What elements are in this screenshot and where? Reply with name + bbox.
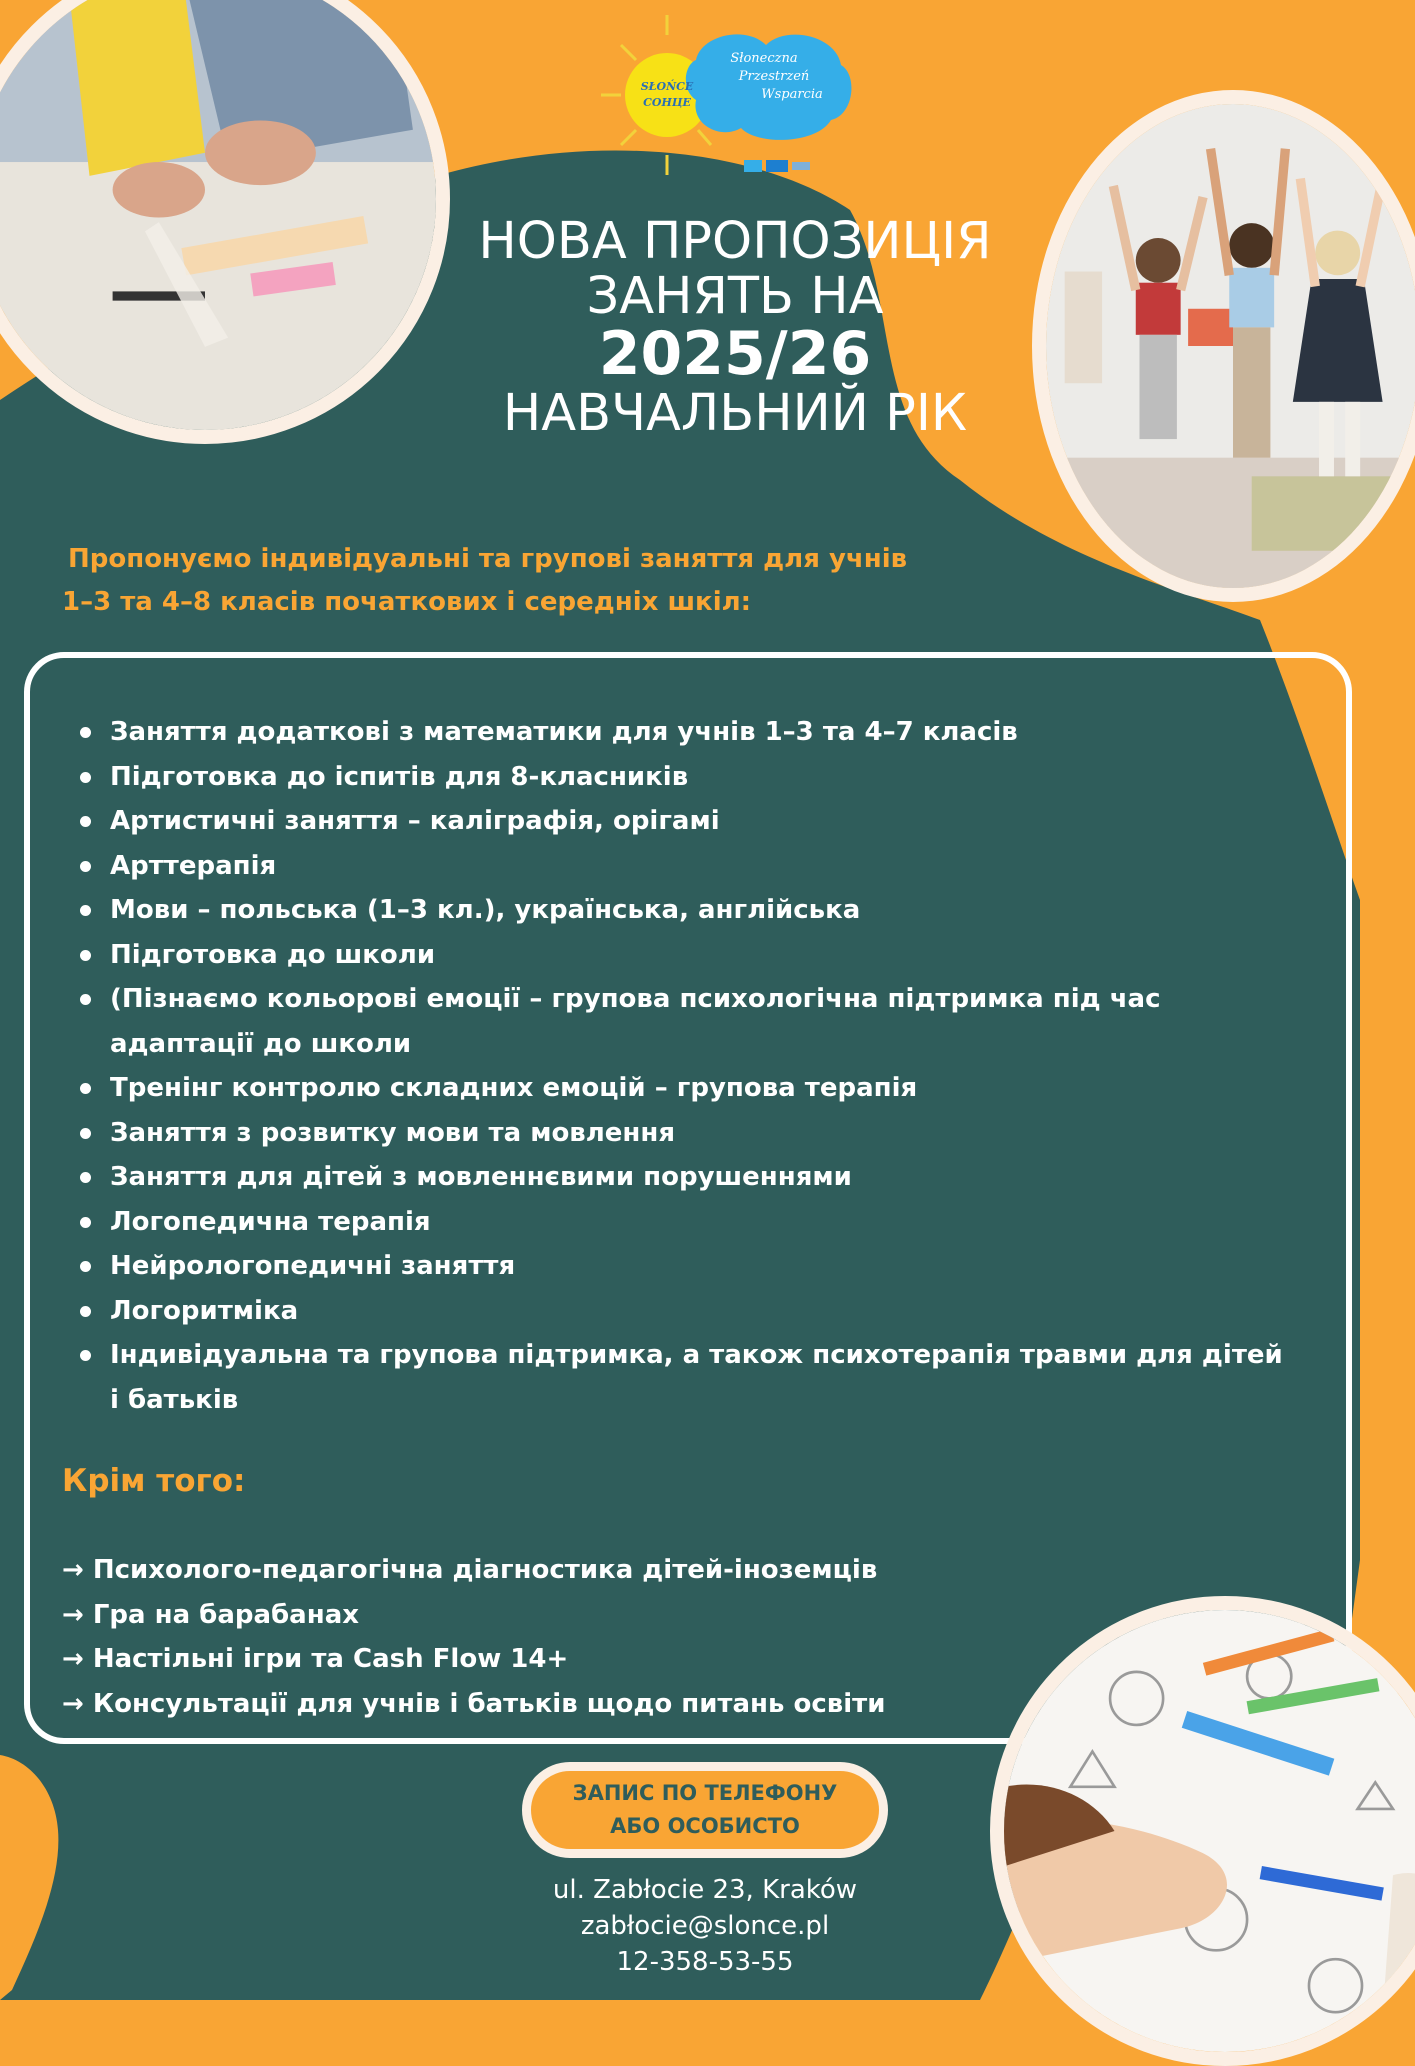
- contact-phone[interactable]: 12-358-53-55: [616, 1947, 794, 1977]
- signup-line-2: АБО ОСОБИСТО: [610, 1814, 800, 1838]
- service-item: Заняття додаткові з математики для учнів 1–3 та 4–7 класів: [72, 710, 1292, 755]
- extra-item: → Гра на барабанах: [62, 1599, 360, 1630]
- intro-line-2: 1–3 та 4–8 класів початкових і середніх шкіл:: [62, 587, 752, 617]
- svg-text:Słoneczna: Słoneczna: [730, 51, 798, 66]
- headline: [430, 212, 1040, 443]
- contact-info: [520, 1872, 890, 1980]
- intro-line-1: Пропонуємо індивідуальні та групові заняття для учнів: [68, 544, 908, 574]
- svg-text:Przestrzeń: Przestrzeń: [738, 69, 810, 84]
- service-item: Підготовка до іспитів для 8-класників: [72, 755, 1292, 800]
- extra-item: → Настільні ігри та Cash Flow 14+: [62, 1644, 569, 1674]
- service-item: Арттерапія: [72, 844, 1292, 889]
- contact-email[interactable]: zabłocie@slonce.pl: [580, 1911, 830, 1941]
- signup-line-1: ЗАПИС ПО ТЕЛЕФОНУ: [572, 1781, 838, 1805]
- svg-text:СОНЦЕ: СОНЦЕ: [643, 96, 691, 109]
- svg-text:Wsparcia: Wsparcia: [761, 87, 823, 102]
- signup-button[interactable]: [522, 1762, 888, 1858]
- svg-text:SŁOŃCE: SŁOŃCE: [640, 80, 694, 93]
- extra-item: → Психолого-педагогічна діагностика дітей-іноземців: [62, 1555, 878, 1585]
- extras-list: [62, 1548, 885, 1726]
- service-item: Тренінг контролю складних емоцій – групова терапія: [72, 1066, 1292, 1111]
- service-item: Заняття для дітей з мовленнєвими порушеннями: [72, 1155, 1292, 1200]
- extras-title: Крім того:: [62, 1463, 246, 1499]
- service-item: Артистичні заняття – каліграфія, орігамі: [72, 799, 1292, 844]
- children-photo: [1032, 90, 1415, 602]
- headline-line-4: НАВЧАЛЬНИЙ РІК: [502, 384, 968, 443]
- service-item: Логопедична терапія: [72, 1200, 1292, 1245]
- logo: [596, 10, 858, 180]
- contact-address: ul. Zabłocie 23, Kraków: [552, 1875, 858, 1905]
- service-item: Логоритміка: [72, 1289, 1292, 1334]
- intro-text: [62, 538, 1042, 624]
- service-item: Нейрологопедичні заняття: [72, 1244, 1292, 1289]
- headline-line-1: НОВА ПРОПОЗИЦІЯ: [478, 212, 992, 271]
- services-list: [72, 710, 1292, 1422]
- service-item: Мови – польська (1–3 кл.), українська, англійська: [72, 888, 1292, 933]
- extra-item: → Консультації для учнів і батьків щодо питань освіти: [62, 1688, 886, 1719]
- service-item: Підготовка до школи: [72, 933, 1292, 978]
- headline-year: 2025/26: [598, 319, 872, 389]
- service-item: Заняття з розвитку мови та мовлення: [72, 1111, 1292, 1156]
- headline-line-2: ЗАНЯТЬ НА: [586, 267, 884, 326]
- service-item: (Пізнаємо кольорові емоції – групова психологічна підтримка під час адаптації до школи: [72, 977, 1292, 1066]
- service-item: Індивідуальна та групова підтримка, а також психотерапія травми для дітей і батьків: [72, 1333, 1292, 1422]
